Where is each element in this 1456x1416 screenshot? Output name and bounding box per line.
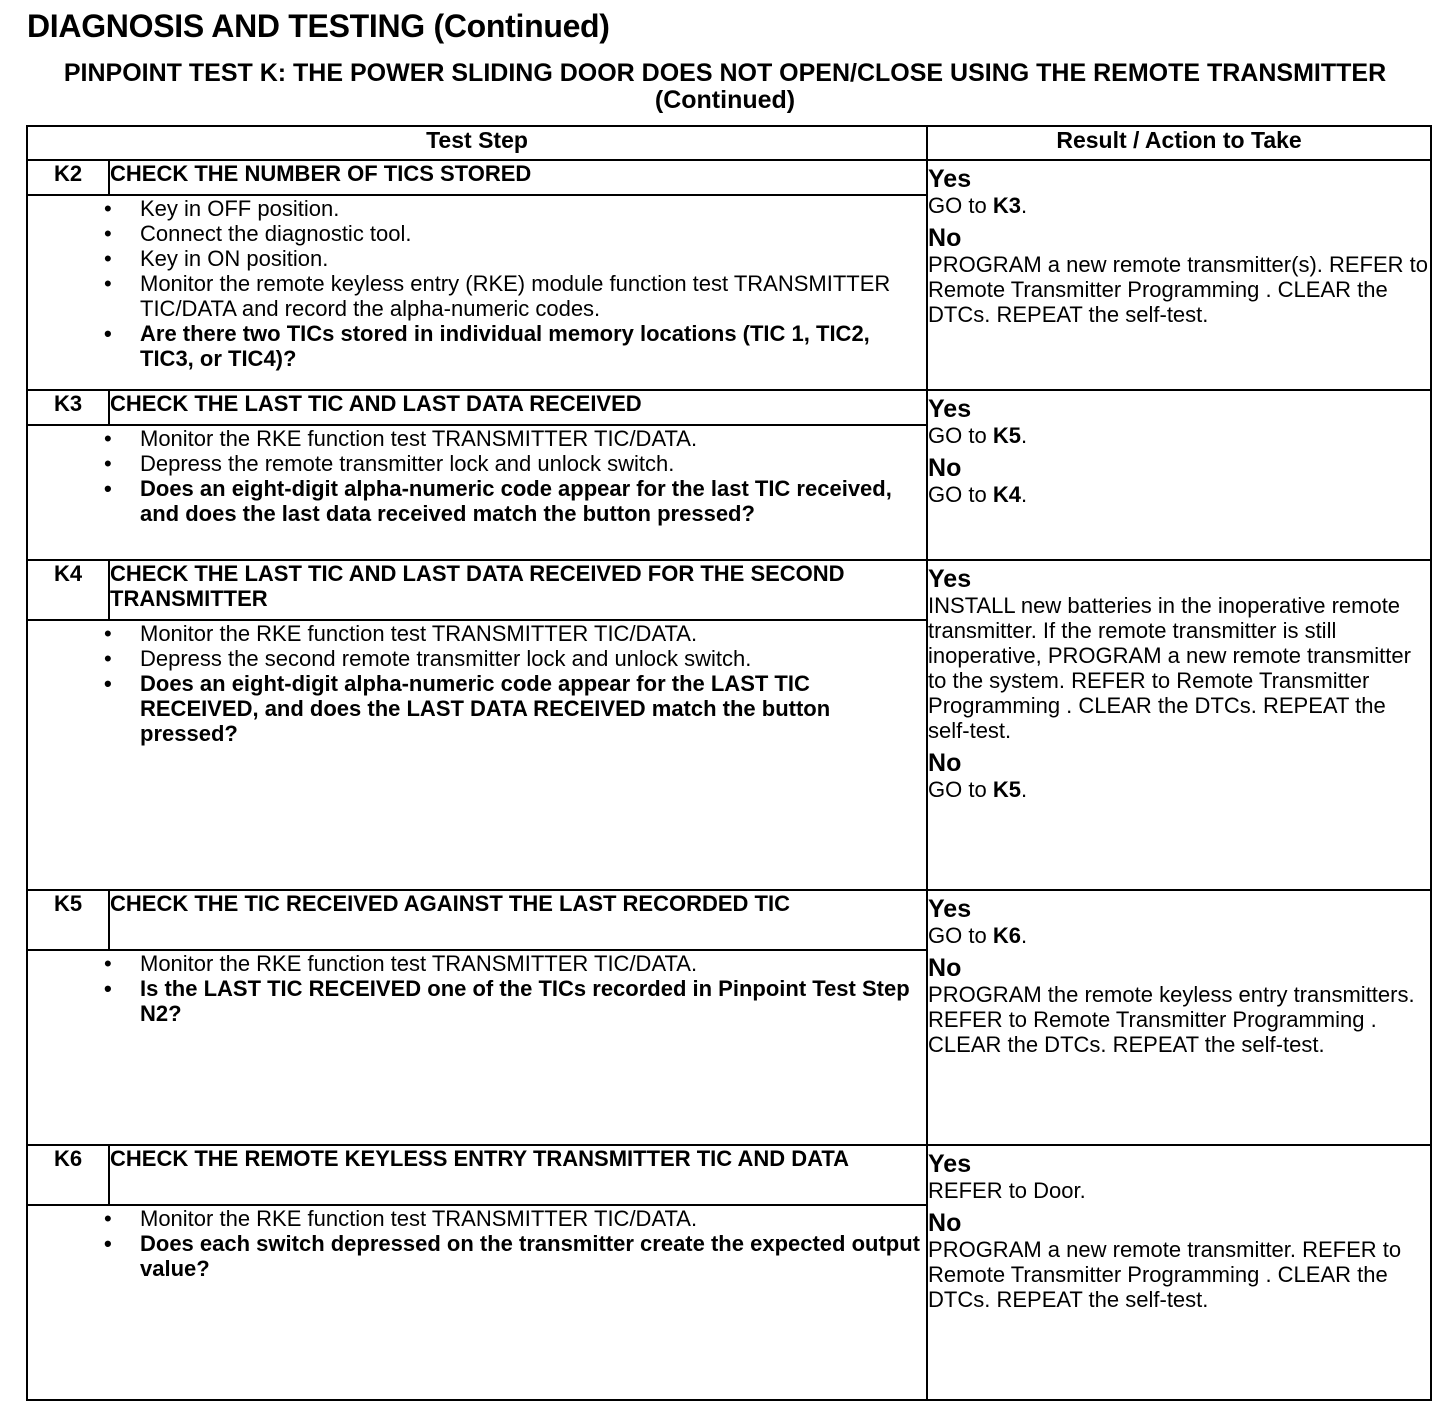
no-action (928, 982, 1430, 1057)
no-label: No (928, 1209, 962, 1237)
result-text-run: K6 (992, 923, 1021, 948)
no-action (928, 777, 1430, 802)
bullet-icon: • (104, 246, 112, 271)
no-block (928, 749, 1430, 802)
test-step-header: Test Step (27, 126, 927, 160)
result-text-run: K4 (992, 482, 1021, 507)
no-label: No (928, 954, 962, 982)
step-id: K6 (27, 1145, 109, 1205)
yes-block (928, 1150, 1430, 1203)
instruction-item (28, 1206, 926, 1231)
result-cell (927, 160, 1431, 390)
result-text-run: . (1020, 482, 1028, 507)
instruction-item (28, 246, 926, 271)
table-body (27, 160, 1431, 1400)
step-id: K4 (27, 560, 109, 620)
step-id: K5 (27, 890, 109, 950)
step-instructions (27, 425, 927, 560)
table-header-row (27, 126, 1431, 160)
result-text-run: . (1020, 777, 1028, 802)
step-id: K3 (27, 390, 109, 425)
result-text-run: PROGRAM the remote keyless entry transmitters. REFER to Remote Transmitter Programming . CLEAR the DTCs. REPEAT the self-test. (928, 982, 1415, 1057)
instruction-item (28, 271, 926, 321)
instruction-text: Are there two TICs stored in individual memory locations (TIC 1, TIC2, TIC3, or TIC4)? (140, 321, 870, 371)
instruction-text: Does an eight-digit alpha-numeric code appear for the LAST TIC RECEIVED, and does the LAST DATA RECEIVED match the button pressed? (140, 671, 831, 746)
result-text-run: GO to (928, 777, 993, 802)
step-title: CHECK THE LAST TIC AND LAST DATA RECEIVED (109, 390, 927, 425)
instruction-text: Monitor the RKE function test TRANSMITTER TIC/DATA. (140, 426, 698, 451)
step-title-row (27, 160, 1431, 195)
pinpoint-test-table (26, 125, 1432, 1401)
no-label: No (928, 224, 962, 252)
instruction-list (28, 196, 926, 371)
result-text-run: GO to (928, 193, 993, 218)
instruction-text: Depress the second remote transmitter lock and unlock switch. (140, 646, 752, 671)
result-text-run: INSTALL new batteries in the inoperative remote transmitter. If the remote transmitter is still inoperative, PROGRAM a new remote transmitter to the system. REFER to Remote Transmitter Programming . CLEAR the DTCs. REPEAT the self-test. (928, 593, 1411, 743)
step-title-row (27, 890, 1431, 950)
instruction-item (28, 451, 926, 476)
instruction-text: Key in ON position. (140, 246, 329, 271)
result-text-run: . (1020, 193, 1028, 218)
instruction-item (28, 221, 926, 246)
no-block (928, 454, 1430, 507)
instruction-text: Key in OFF position. (140, 196, 340, 221)
result-text-run: GO to (928, 923, 993, 948)
yes-block (928, 395, 1430, 448)
yes-block (928, 565, 1430, 743)
result-text-run: K5 (992, 777, 1021, 802)
no-label: No (928, 454, 962, 482)
step-instructions (27, 950, 927, 1145)
no-action (928, 1237, 1430, 1312)
bullet-icon: • (104, 621, 112, 646)
bullet-icon: • (104, 951, 112, 976)
step-title: CHECK THE REMOTE KEYLESS ENTRY TRANSMITTER TIC AND DATA (109, 1145, 927, 1205)
instruction-item (28, 196, 926, 221)
instruction-text: Monitor the RKE function test TRANSMITTER TIC/DATA. (140, 951, 698, 976)
bullet-icon: • (104, 646, 112, 671)
page-title: DIAGNOSIS AND TESTING (Continued) (27, 8, 610, 44)
instruction-text: Depress the remote transmitter lock and unlock switch. (140, 451, 675, 476)
result-text-run: PROGRAM a new remote transmitter. REFER to Remote Transmitter Programming . CLEAR the DTCs. REPEAT the self-test. (928, 1237, 1402, 1312)
step-title-row (27, 1145, 1431, 1205)
instruction-list (28, 1206, 926, 1281)
instruction-item (28, 426, 926, 451)
instruction-list (28, 426, 926, 526)
instruction-item (28, 646, 926, 671)
yes-label: Yes (928, 565, 972, 593)
step-instructions (27, 195, 927, 390)
question-item (28, 671, 926, 746)
yes-label: Yes (928, 1150, 972, 1178)
instruction-text: Is the LAST TIC RECEIVED one of the TICs recorded in Pinpoint Test Step N2? (140, 976, 910, 1026)
yes-label: Yes (928, 895, 972, 923)
step-title: CHECK THE TIC RECEIVED AGAINST THE LAST RECORDED TIC (109, 890, 927, 950)
instruction-item (28, 951, 926, 976)
no-block (928, 224, 1430, 327)
no-label: No (928, 749, 962, 777)
result-text-run: . (1020, 923, 1028, 948)
result-text-run: GO to (928, 423, 993, 448)
instruction-text: Monitor the remote keyless entry (RKE) module function test TRANSMITTER TIC/DATA and record the alpha-numeric codes. (140, 271, 891, 321)
result-cell (927, 560, 1431, 890)
instruction-text: Does an eight-digit alpha-numeric code appear for the last TIC received, and does the last data received match the button pressed? (140, 476, 892, 526)
step-instructions (27, 1205, 927, 1400)
step-title-row (27, 560, 1431, 620)
result-text-run: . (1020, 423, 1028, 448)
question-item (28, 976, 926, 1026)
yes-block (928, 165, 1430, 218)
bullet-icon: • (104, 476, 112, 501)
bullet-icon: • (104, 671, 112, 696)
instruction-list (28, 621, 926, 746)
result-cell (927, 890, 1431, 1145)
instruction-text: Connect the diagnostic tool. (140, 221, 412, 246)
bullet-icon: • (104, 426, 112, 451)
yes-label: Yes (928, 165, 972, 193)
question-item (28, 321, 926, 371)
instruction-list (28, 951, 926, 1026)
result-cell (927, 1145, 1431, 1400)
pinpoint-test-title: PINPOINT TEST K: THE POWER SLIDING DOOR DOES NOT OPEN/CLOSE USING THE REMOTE TRANSMITTER (Continued) (63, 59, 1387, 114)
question-item (28, 1231, 926, 1281)
yes-block (928, 895, 1430, 948)
no-action (928, 482, 1430, 507)
bullet-icon: • (104, 321, 112, 346)
instruction-text: Does each switch depressed on the transmitter create the expected output value? (140, 1231, 920, 1281)
yes-action (928, 593, 1430, 743)
no-action (928, 252, 1430, 327)
step-title-row (27, 390, 1431, 425)
instruction-text: Monitor the RKE function test TRANSMITTER TIC/DATA. (140, 621, 698, 646)
bullet-icon: • (104, 451, 112, 476)
result-text-run: PROGRAM a new remote transmitter(s). REFER to Remote Transmitter Programming . CLEAR the DTCs. REPEAT the self-test. (928, 252, 1429, 327)
instruction-item (28, 621, 926, 646)
result-text-run: K5 (992, 423, 1021, 448)
yes-action (928, 423, 1430, 448)
bullet-icon: • (104, 1231, 112, 1256)
no-block (928, 1209, 1430, 1312)
result-header: Result / Action to Take (927, 126, 1431, 160)
bullet-icon: • (104, 271, 112, 296)
bullet-icon: • (104, 976, 112, 1001)
yes-label: Yes (928, 395, 972, 423)
bullet-icon: • (104, 196, 112, 221)
result-text-run: GO to (928, 482, 993, 507)
result-cell (927, 390, 1431, 560)
result-text-run: K3 (992, 193, 1021, 218)
step-instructions (27, 620, 927, 890)
step-title: CHECK THE LAST TIC AND LAST DATA RECEIVED FOR THE SECOND TRANSMITTER (109, 560, 927, 620)
result-text-run: REFER to Door. (928, 1178, 1086, 1203)
yes-action (928, 923, 1430, 948)
yes-action (928, 193, 1430, 218)
step-id: K2 (27, 160, 109, 195)
bullet-icon: • (104, 1206, 112, 1231)
bullet-icon: • (104, 221, 112, 246)
step-title: CHECK THE NUMBER OF TICS STORED (109, 160, 927, 195)
question-item (28, 476, 926, 526)
instruction-text: Monitor the RKE function test TRANSMITTER TIC/DATA. (140, 1206, 698, 1231)
yes-action (928, 1178, 1430, 1203)
no-block (928, 954, 1430, 1057)
